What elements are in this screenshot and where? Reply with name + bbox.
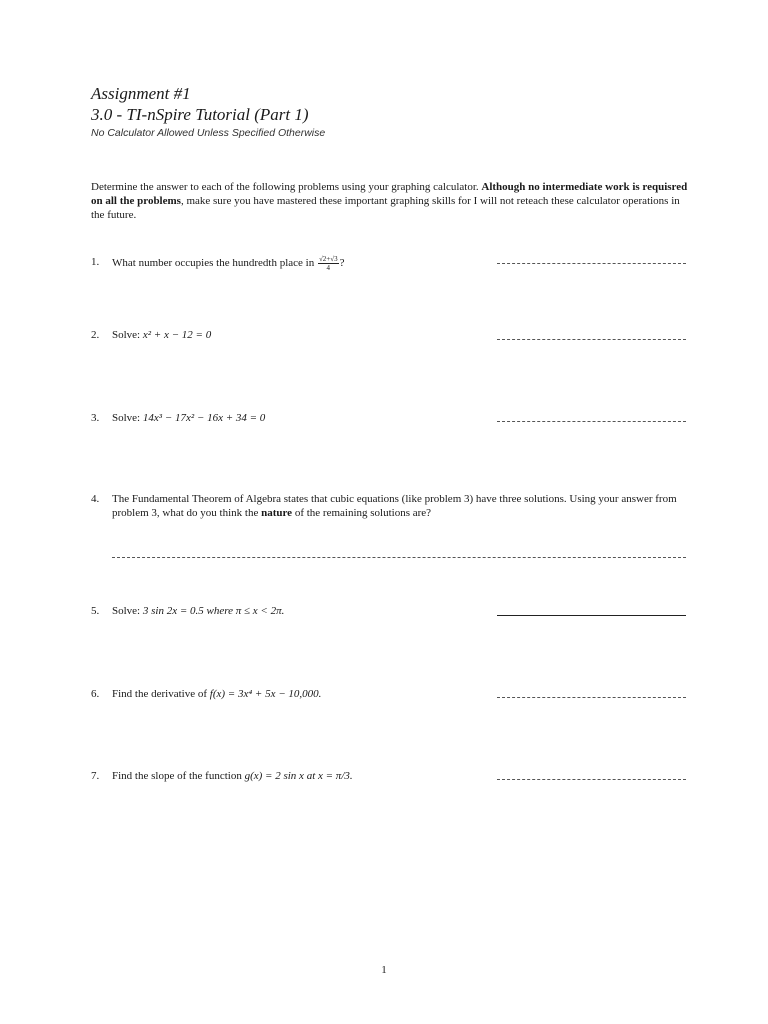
equation: x² + x − 12 = 0: [142, 329, 212, 341]
fraction: [318, 255, 339, 272]
question-prefix: Solve:: [112, 605, 143, 617]
question-4-text: The Fundamental Theorem of Algebra states that cubic equations (like problem 3) have three solutions. Using your answer from problem 3, what do you think the: [112, 493, 677, 519]
question-text: [112, 328, 211, 342]
equation: 3 sin 2x = 0.5 where π ≤ x < 2π.: [142, 605, 285, 617]
question-4-end: of the remaining solutions are?: [292, 507, 432, 519]
instructions-paragraph: [91, 180, 691, 222]
fraction-numerator: √2+√3: [318, 255, 338, 263]
question-prefix: Find the derivative of: [112, 688, 210, 700]
answer-blank-2[interactable]: [497, 339, 686, 340]
answer-blank-1[interactable]: [497, 263, 686, 264]
question-prefix: Solve:: [112, 329, 143, 341]
calculator-note: No Calculator Allowed Unless Specified Otherwise: [91, 127, 326, 139]
equation: 14x³ − 17x² − 16x + 34 = 0: [142, 412, 266, 424]
fraction-denominator: 4: [326, 264, 331, 272]
instructions-text-2: , make sure you have mastered these important graphing skills for I will not reteach these calculator operations in the future.: [91, 195, 680, 221]
answer-blank-7[interactable]: [497, 779, 686, 780]
question-number: 5.: [91, 605, 100, 617]
question-number: 2.: [91, 329, 100, 341]
question-number: 7.: [91, 770, 100, 782]
equation: g(x) = 2 sin x at x = π/3.: [244, 770, 353, 782]
question-text: [112, 492, 687, 520]
question-text: [112, 769, 353, 783]
instructions-bold: Although no intermediate work is requisred on all the problems: [91, 181, 688, 207]
question-prefix: Solve:: [112, 412, 143, 424]
question-1-text: What number occupies the hundredth place in: [112, 257, 317, 270]
question-text: [112, 604, 284, 618]
question-text: [112, 687, 321, 701]
tutorial-title: 3.0 - TI-nSpire Tutorial (Part 1): [91, 105, 309, 124]
question-1-end: ?: [339, 257, 345, 270]
question-4-bold: nature: [261, 507, 293, 519]
question-number: 6.: [91, 688, 100, 700]
answer-blank-3[interactable]: [497, 421, 686, 422]
question-text: [112, 255, 345, 272]
instructions-text-1: Determine the answer to each of the following problems using your graphing calculator.: [91, 181, 482, 193]
answer-blank-4[interactable]: [112, 557, 686, 558]
question-number: 4.: [91, 493, 100, 505]
question-number: 1.: [91, 256, 100, 268]
question-number: 3.: [91, 412, 100, 424]
answer-blank-5[interactable]: [497, 615, 686, 616]
question-prefix: Find the slope of the function: [112, 770, 245, 782]
question-text: [112, 411, 265, 425]
answer-blank-6[interactable]: [497, 697, 686, 698]
assignment-title: Assignment #1: [91, 84, 191, 103]
equation: f(x) = 3x⁴ + 5x − 10,000.: [209, 688, 322, 700]
page-number: 1: [381, 964, 387, 976]
